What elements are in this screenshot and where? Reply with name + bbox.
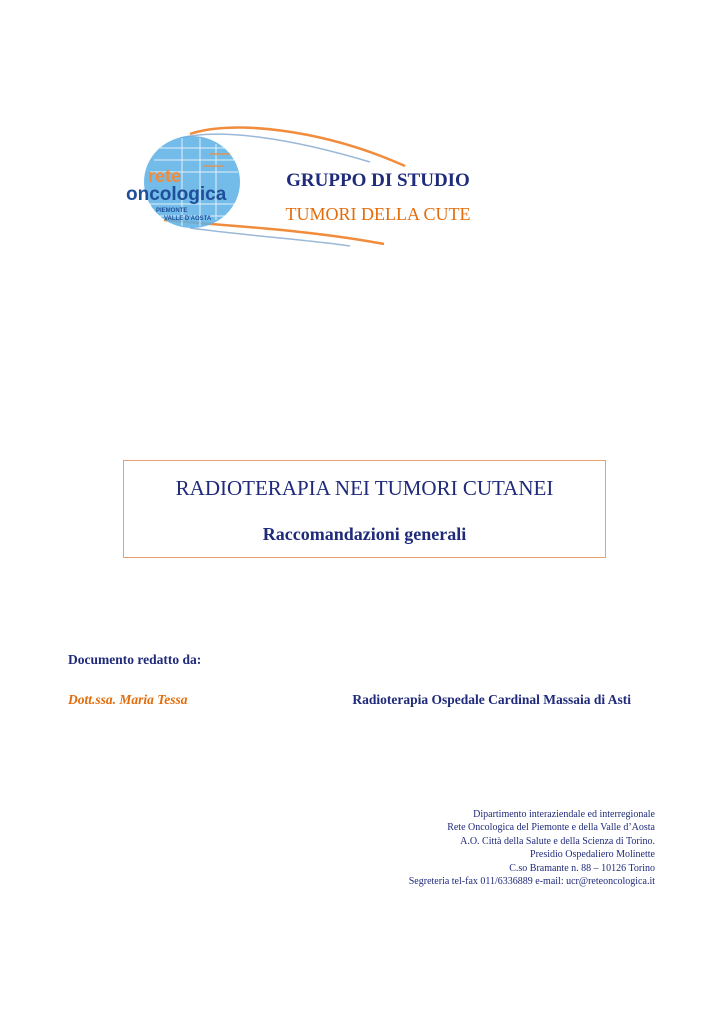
group-subtitle: TUMORI DELLA CUTE: [285, 204, 471, 224]
logo-region-piemonte: PIEMONTE: [156, 208, 188, 214]
footer-line: Dipartimento interaziendale ed interregionale: [473, 809, 655, 820]
footer-line: Segreteria tel-fax 011/6336889 e-mail: ucr@reteoncologica.it: [408, 876, 655, 888]
author-affiliation: Radioterapia Ospedale Cardinal Massaia di Asti: [352, 692, 631, 707]
author-name: Dott.ssa. Maria Tessa: [68, 692, 188, 707]
document-subtitle: Raccomandazioni generali: [262, 524, 467, 544]
logo-word-oncologica: oncologica: [126, 184, 227, 205]
footer-line: Presidio Ospedaliero Molinette: [530, 849, 655, 861]
authored-by-label: Documento redatto da:: [68, 652, 202, 667]
logo-swoosh-bottom-inner: [190, 228, 350, 246]
footer-address: [409, 808, 655, 888]
footer-line: A.O. Città della Salute e della Scienza di Torino.: [460, 835, 655, 847]
title-box: [123, 460, 606, 558]
footer-line: C.so Bramante n. 88 – 10126 Torino: [509, 862, 655, 874]
logo-word-rete: rete: [148, 166, 182, 186]
group-title: GRUPPO DI STUDIO: [286, 170, 470, 191]
document-title: RADIOTERAPIA NEI TUMORI CUTANEI: [175, 476, 554, 500]
logo-region-valle: VALLE D'AOSTA: [164, 216, 212, 222]
footer-line: Rete Oncologica del Piemonte e della Valle d’Aosta: [447, 822, 655, 834]
